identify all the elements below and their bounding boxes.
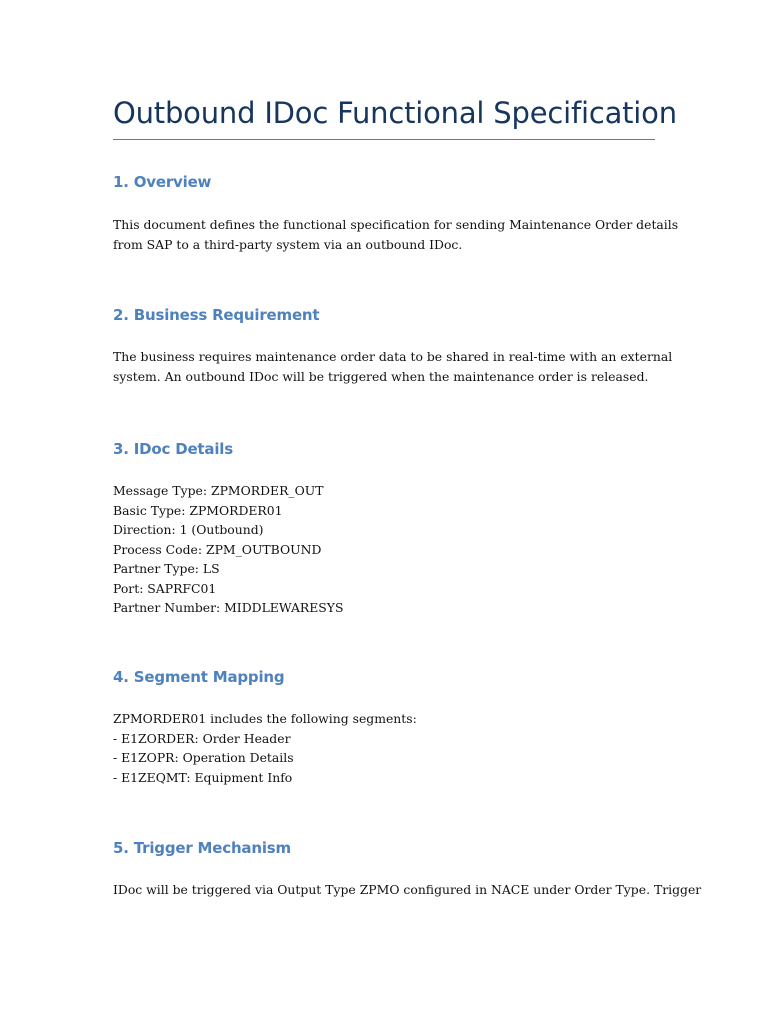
section-heading: 3. IDoc Details (113, 440, 233, 458)
section-body (113, 880, 702, 900)
section-heading: 2. Business Requirement (113, 306, 320, 324)
section-body (113, 481, 655, 618)
text-line: The business requires maintenance order data to be shared in real-time with an external (113, 349, 673, 364)
text-line: IDoc will be triggered via Output Type ZPMO configured in NACE under Order Type. Trigger (113, 882, 702, 897)
text-line: ZPMORDER01 includes the following segments: (113, 711, 417, 726)
text-line: - E1ZOPR: Operation Details (113, 750, 294, 765)
text-line: Basic Type: ZPMORDER01 (113, 502, 283, 518)
text-line: from SAP to a third-party system via an outbound IDoc. (113, 236, 463, 252)
section-heading: 1. Overview (113, 173, 212, 191)
text-line: Message Type: ZPMORDER_OUT (113, 483, 324, 498)
section-body (113, 215, 679, 254)
text-line: Partner Type: LS (113, 561, 220, 576)
text-line: Port: SAPRFC01 (113, 580, 217, 596)
title-underline (113, 139, 655, 140)
section-heading: 4. Segment Mapping (113, 668, 285, 686)
text-line: - E1ZEQMT: Equipment Info (113, 769, 293, 785)
text-line: Process Code: ZPM_OUTBOUND (113, 541, 322, 557)
text-line: - E1ZORDER: Order Header (113, 730, 291, 746)
section-overview (113, 171, 679, 254)
section-body (113, 709, 655, 787)
text-line: This document defines the functional specification for sending Maintenance Order details (113, 217, 679, 232)
text-line: system. An outbound IDoc will be triggered when the maintenance order is released. (113, 368, 649, 384)
section-idoc-details (113, 438, 655, 618)
document-title: Outbound IDoc Functional Specification (113, 96, 677, 130)
section-trigger-mechanism (113, 837, 702, 900)
section-business-requirement (113, 304, 673, 386)
section-segment-mapping (113, 666, 655, 787)
section-body (113, 347, 673, 386)
text-line: Direction: 1 (Outbound) (113, 522, 264, 537)
text-line: Partner Number: MIDDLEWARESYS (113, 600, 344, 615)
section-heading: 5. Trigger Mechanism (113, 839, 291, 857)
